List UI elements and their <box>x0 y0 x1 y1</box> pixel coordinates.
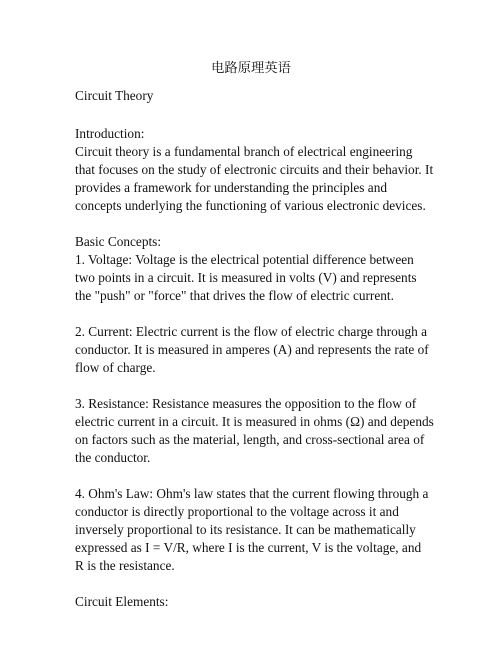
resistance-line: on factors such as the material, length, and cross-sectional area of <box>75 432 425 447</box>
ohms-law-line: 4. Ohm's Law: Ohm's law states that the current flowing through a <box>75 486 429 501</box>
voltage-line: the "push" or "force" that drives the flow of electric current. <box>75 288 394 303</box>
circuit-elements-label: Circuit Elements: <box>75 594 169 609</box>
intro-line: provides a framework for understanding the principles and <box>75 180 388 195</box>
current-line: conductor. It is measured in amperes (A) and represents the rate of <box>75 342 429 357</box>
resistance-line: electric current in a circuit. It is measured in ohms (Ω) and depends <box>75 414 434 429</box>
ohms-law-line: conductor is directly proportional to the voltage across it and <box>75 504 399 519</box>
intro-label: Introduction: <box>75 126 145 141</box>
intro-line: Circuit theory is a fundamental branch of electrical engineering <box>75 144 413 159</box>
ohms-law-line: inversely proportional to its resistance. It can be mathematically <box>75 522 416 537</box>
ohms-law-line: R is the resistance. <box>75 558 175 573</box>
basic-concepts-label: Basic Concepts: <box>75 234 162 249</box>
document-heading: Circuit Theory <box>75 88 154 103</box>
intro-line: that focuses on the study of electronic circuits and their behavior. It <box>75 162 434 177</box>
current-line: flow of charge. <box>75 360 156 375</box>
voltage-line: two points in a circuit. It is measured in volts (V) and represents <box>75 270 417 285</box>
ohms-law-line: expressed as I = V/R, where I is the current, V is the voltage, and <box>75 540 422 555</box>
intro-line: concepts underlying the functioning of various electronic devices. <box>75 198 426 213</box>
resistance-line: the conductor. <box>75 450 151 465</box>
resistance-line: 3. Resistance: Resistance measures the opposition to the flow of <box>75 396 417 411</box>
page-title: 电路原理英语 <box>211 61 291 76</box>
current-line: 2. Current: Electric current is the flow of electric charge through a <box>75 324 427 339</box>
voltage-line: 1. Voltage: Voltage is the electrical potential difference between <box>75 252 414 267</box>
